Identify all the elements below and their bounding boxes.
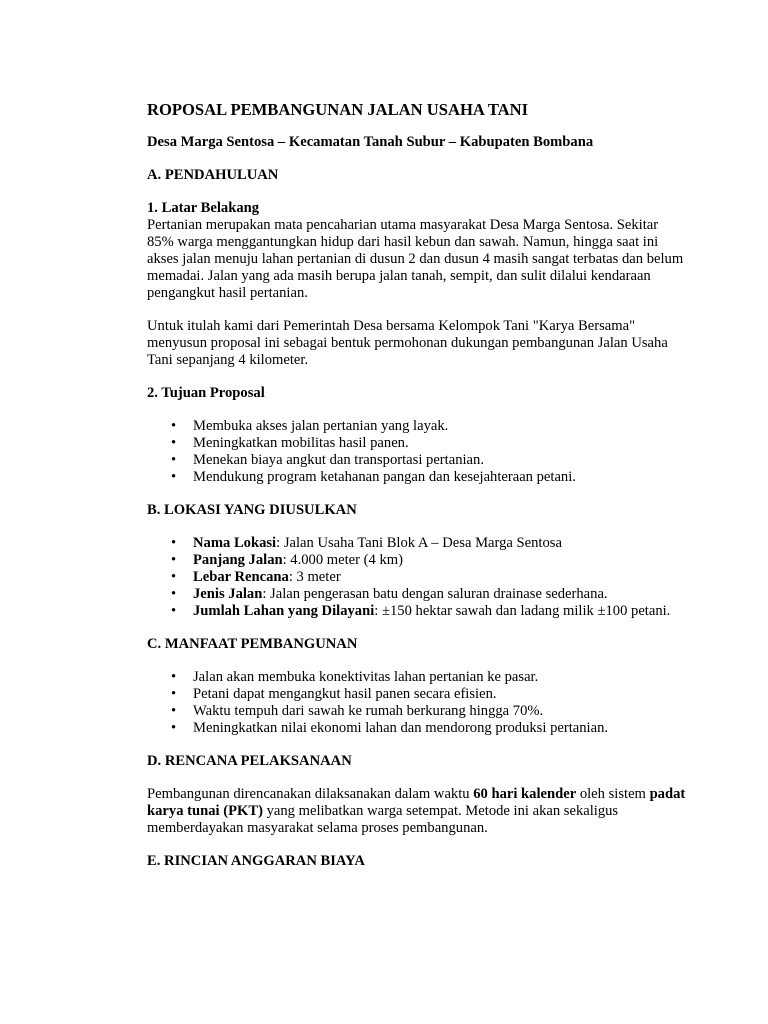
bullet-icon: • <box>171 452 177 468</box>
list-item-label: Nama Lokasi <box>193 535 277 551</box>
list-item-text: Meningkatkan nilai ekonomi lahan dan mendorong produksi pertanian. <box>193 720 609 736</box>
list-item <box>147 586 687 603</box>
latar-belakang-heading: 1. Latar Belakang <box>147 200 260 216</box>
rencana-bold-method: padat karya tunai (PKT) <box>147 786 686 819</box>
list-item <box>147 418 687 435</box>
section-a-heading: A. PENDAHULUAN <box>147 167 279 183</box>
lokasi-list <box>147 535 687 620</box>
bullet-icon: • <box>171 720 177 736</box>
list-item-text: Jalan akan membuka konektivitas lahan pertanian ke pasar. <box>193 669 539 685</box>
section-b-heading: B. LOKASI YANG DIUSULKAN <box>147 502 357 518</box>
list-item <box>147 669 687 686</box>
list-item <box>147 552 687 569</box>
list-item-value: : 4.000 meter (4 km) <box>282 552 403 568</box>
list-item-text: Membuka akses jalan pertanian yang layak. <box>193 418 449 434</box>
bullet-icon: • <box>171 669 177 685</box>
list-item-value: : Jalan Usaha Tani Blok A – Desa Marga Sentosa <box>276 535 562 551</box>
list-item-value: : ±150 hektar sawah dan ladang milik ±100 petani. <box>374 603 671 619</box>
bullet-icon: • <box>171 435 177 451</box>
list-item <box>147 469 687 486</box>
list-item <box>147 603 687 620</box>
section-d-heading: D. RENCANA PELAKSANAAN <box>147 753 352 769</box>
document-page <box>147 100 687 886</box>
list-item <box>147 703 687 720</box>
bullet-icon: • <box>171 586 177 602</box>
tujuan-proposal-heading: 2. Tujuan Proposal <box>147 385 265 401</box>
document-title: ROPOSAL PEMBANGUNAN JALAN USAHA TANI <box>147 100 529 119</box>
section-c-heading: C. MANFAAT PEMBANGUNAN <box>147 636 358 652</box>
list-item-label: Jumlah Lahan yang Dilayani <box>193 603 375 619</box>
list-item-value: : Jalan pengerasan batu dengan saluran drainase sederhana. <box>262 586 608 602</box>
list-item <box>147 686 687 703</box>
list-item <box>147 569 687 586</box>
rencana-text-1: Pembangunan direncanakan dilaksanakan dalam waktu <box>147 786 474 802</box>
list-item-text: Petani dapat mengangkut hasil panen secara efisien. <box>193 686 497 702</box>
list-item <box>147 720 687 737</box>
rencana-text-2: oleh sistem <box>576 786 650 802</box>
bullet-icon: • <box>171 569 177 585</box>
list-item <box>147 435 687 452</box>
bullet-icon: • <box>171 535 177 551</box>
list-item <box>147 535 687 552</box>
tujuan-list <box>147 418 687 486</box>
list-item-text: Menekan biaya angkut dan transportasi pertanian. <box>193 452 484 468</box>
bullet-icon: • <box>171 686 177 702</box>
list-item <box>147 452 687 469</box>
bullet-icon: • <box>171 552 177 568</box>
list-item-value: : 3 meter <box>288 569 341 585</box>
rencana-text-3: yang melibatkan warga setempat. Metode ini akan sekaligus memberdayakan masyarakat selama proses pembangunan. <box>147 803 619 836</box>
bullet-icon: • <box>171 469 177 485</box>
rencana-paragraph <box>147 786 687 837</box>
bullet-icon: • <box>171 603 177 619</box>
list-item-text: Waktu tempuh dari sawah ke rumah berkurang hingga 70%. <box>193 703 544 719</box>
bullet-icon: • <box>171 418 177 434</box>
manfaat-list <box>147 669 687 737</box>
list-item-label: Jenis Jalan <box>193 586 263 602</box>
bullet-icon: • <box>171 703 177 719</box>
list-item-text: Mendukung program ketahanan pangan dan kesejahteraan petani. <box>193 469 576 485</box>
latar-belakang-paragraph-2: Untuk itulah kami dari Pemerintah Desa bersama Kelompok Tani "Karya Bersama" menyusun proposal ini sebagai bentuk permohonan dukungan pembangunan Jalan Usaha Tani sepanjang 4 kilometer. <box>147 318 668 368</box>
document-subtitle: Desa Marga Sentosa – Kecamatan Tanah Subur – Kabupaten Bombana <box>147 134 594 150</box>
list-item-label: Lebar Rencana <box>193 569 289 585</box>
latar-belakang-paragraph-1: Pertanian merupakan mata pencaharian utama masyarakat Desa Marga Sentosa. Sekitar 85% warga menggantungkan hidup dari hasil kebun dan sawah. Namun, hingga saat ini akses jalan menuju lahan pertanian di dusun 2 dan dusun 4 masih sangat terbatas dan belum memadai. Jalan yang ada masih berupa jalan tanah, sempit, dan sulit dilalui kendaraan pengangkut hasil pertanian. <box>147 217 684 301</box>
section-e-heading: E. RINCIAN ANGGARAN BIAYA <box>147 853 365 869</box>
rencana-bold-duration: 60 hari kalender <box>473 786 577 802</box>
list-item-label: Panjang Jalan <box>193 552 283 568</box>
list-item-text: Meningkatkan mobilitas hasil panen. <box>193 435 409 451</box>
